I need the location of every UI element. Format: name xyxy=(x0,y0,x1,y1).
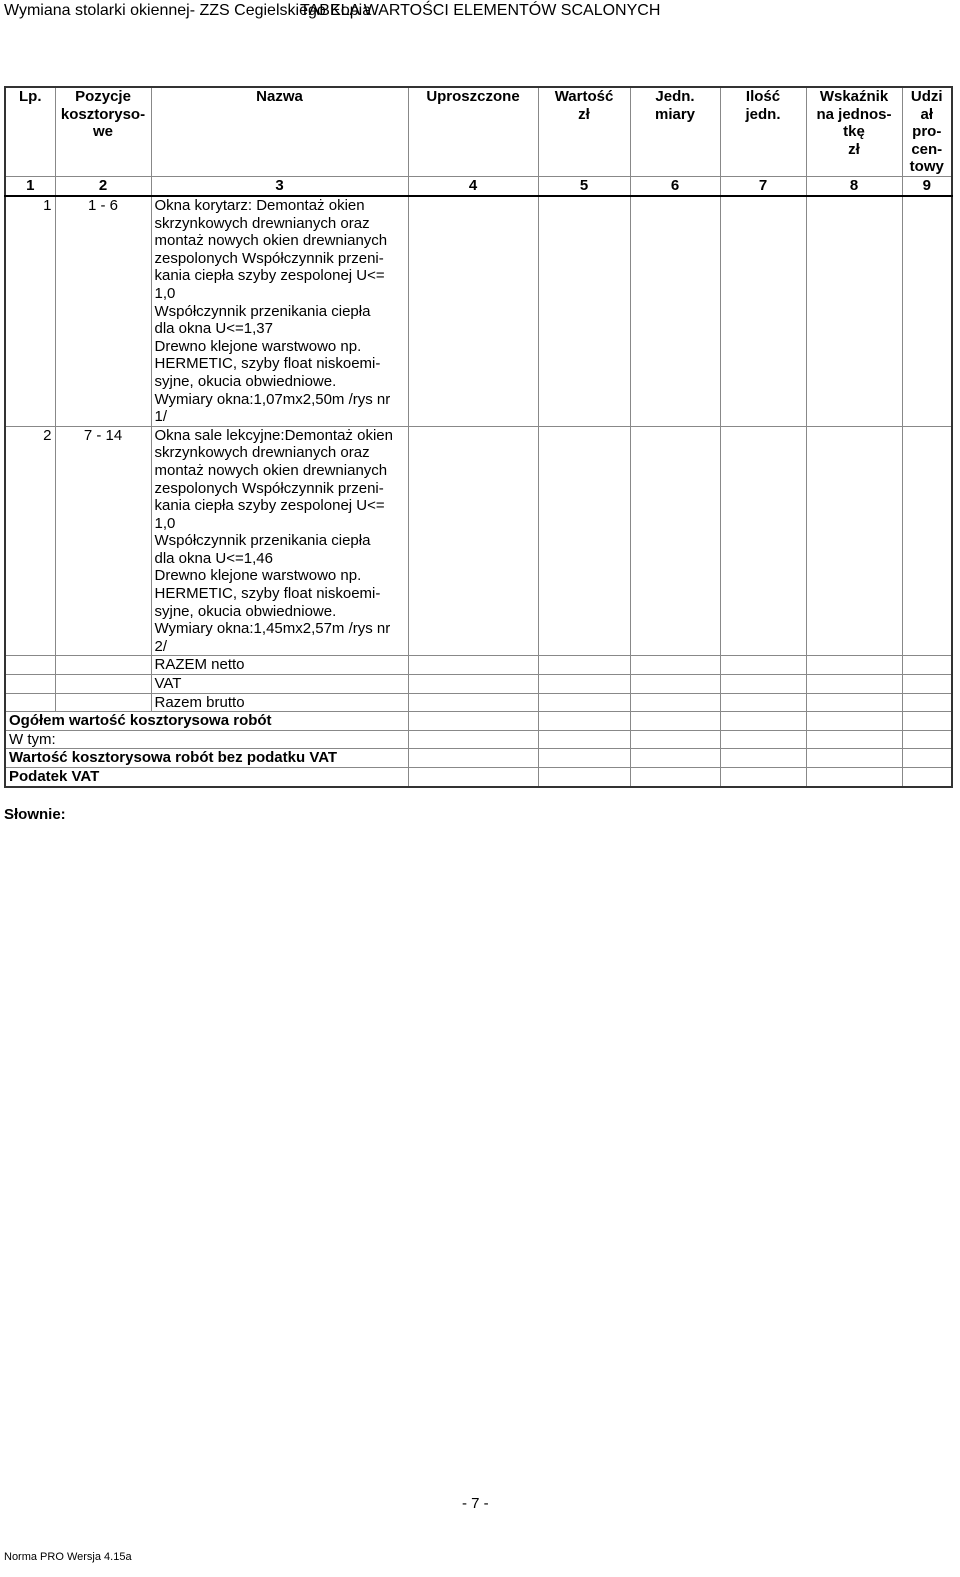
col-number: 3 xyxy=(151,177,408,197)
col-number: 2 xyxy=(55,177,151,197)
row-cell xyxy=(408,196,538,426)
total-row-bez-vat xyxy=(5,749,952,768)
col-number: 1 xyxy=(5,177,55,197)
col-number: 6 xyxy=(630,177,720,197)
row-cell xyxy=(902,426,952,656)
podatek-vat-label: Podatek VAT xyxy=(5,768,408,787)
w-tym-label: W tym: xyxy=(5,730,408,749)
col-jedn-miary: Jedn. miary xyxy=(630,87,720,177)
cost-table xyxy=(4,86,953,788)
total-row-ogolem xyxy=(5,712,952,731)
col-ilosc: Ilość jedn. xyxy=(720,87,806,177)
column-number-row xyxy=(5,177,952,197)
slownie-label: Słownie: xyxy=(4,806,66,823)
col-uproszczone: Uproszczone xyxy=(408,87,538,177)
col-pozycje: Pozycje kosztoryso- we xyxy=(55,87,151,177)
col-number: 7 xyxy=(720,177,806,197)
col-lp: Lp. xyxy=(5,87,55,177)
summary-row-brutto xyxy=(5,693,952,712)
software-footer: Norma PRO Wersja 4.15a xyxy=(4,1551,132,1563)
row-cell xyxy=(630,426,720,656)
bez-vat-label: Wartość kosztorysowa robót bez podatku VAT xyxy=(5,749,408,768)
row-lp: 2 xyxy=(5,426,55,656)
row-pozycje: 1 - 6 xyxy=(55,196,151,426)
total-row-w-tym xyxy=(5,730,952,749)
row-lp: 1 xyxy=(5,196,55,426)
row-cell xyxy=(630,196,720,426)
razem-netto-label: RAZEM netto xyxy=(151,656,408,675)
col-number: 8 xyxy=(806,177,902,197)
col-number: 4 xyxy=(408,177,538,197)
row-nazwa: Okna korytarz: Demontaż okien skrzynkowych drewnianych oraz montaż nowych okien drewnianych zespolonych Współczynnik przeni- kania ciepła szyby zespolonej U<= 1,0 Współczynnik przenikania ciepła dla okna U<=1,37 Drewno klejone warstwowo np. HERMETIC, szyby float niskoemi- syjne, okucia obwiedniowe. Wymiary okna:1,07mx2,50m /rys nr 1/ xyxy=(151,196,408,426)
document-title: Wymiana stolarki okiennej- ZZS Cegielskiego Kopia xyxy=(4,2,372,19)
col-udzial: Udzi ał pro- cen- towy xyxy=(902,87,952,177)
row-cell xyxy=(720,196,806,426)
row-pozycje: 7 - 14 xyxy=(55,426,151,656)
page-number: - 7 - xyxy=(462,1495,489,1512)
row-cell xyxy=(720,426,806,656)
row-cell xyxy=(538,426,630,656)
razem-brutto-label: Razem brutto xyxy=(151,693,408,712)
row-cell xyxy=(902,196,952,426)
summary-row-vat xyxy=(5,675,952,694)
col-number: 5 xyxy=(538,177,630,197)
column-header-row xyxy=(5,87,952,177)
col-wskaznik: Wskaźnik na jednos- tkę zł xyxy=(806,87,902,177)
col-number: 9 xyxy=(902,177,952,197)
row-cell xyxy=(408,426,538,656)
table-row xyxy=(5,426,952,656)
table-row xyxy=(5,196,952,426)
ogolem-label: Ogółem wartość kosztorysowa robót xyxy=(5,712,408,731)
total-row-podatek xyxy=(5,768,952,787)
row-cell xyxy=(806,196,902,426)
col-wartosc: Wartość zł xyxy=(538,87,630,177)
col-nazwa: Nazwa xyxy=(151,87,408,177)
vat-label: VAT xyxy=(151,675,408,694)
row-cell xyxy=(538,196,630,426)
row-nazwa: Okna sale lekcyjne:Demontaż okien skrzynkowych drewnianych oraz montaż nowych okien drewnianych zespolonych Współczynnik przeni- kania ciepła szyby zespolonej U<= 1,0 Współczynnik przenikania ciepła dla okna U<=1,46 Drewno klejone warstwowo np. HERMETIC, szyby float niskoemi- syjne, okucia obwiedniowe. Wymiary okna:1,45mx2,57m /rys nr 2/ xyxy=(151,426,408,656)
row-cell xyxy=(806,426,902,656)
table-title: TABELA WARTOŚCI ELEMENTÓW SCALONYCH xyxy=(300,2,661,19)
summary-row-netto xyxy=(5,656,952,675)
